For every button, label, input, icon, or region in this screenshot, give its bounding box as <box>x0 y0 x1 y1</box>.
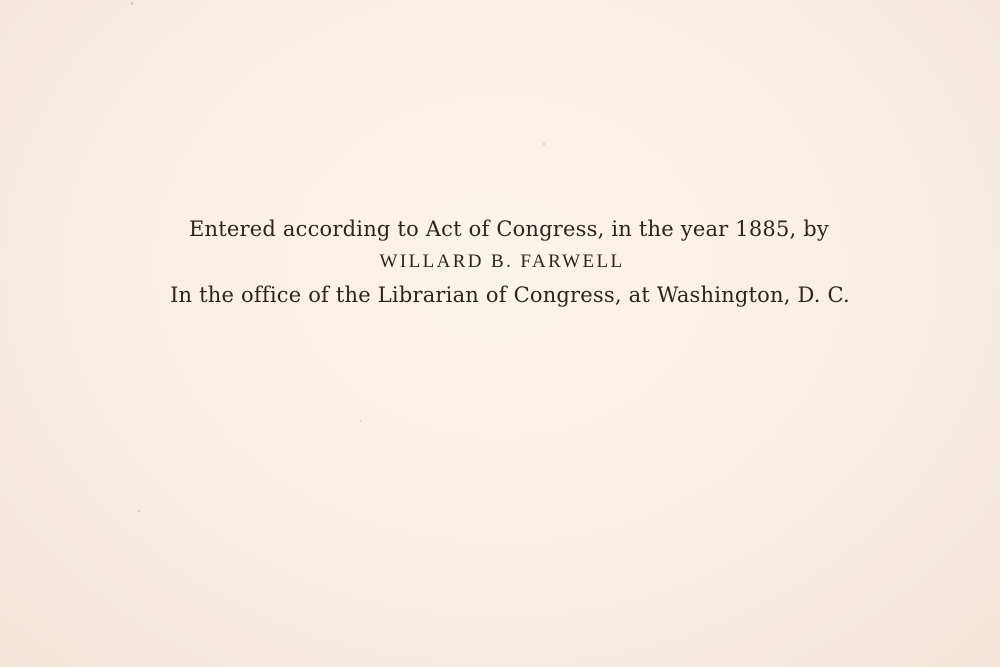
paper-speck <box>360 420 361 422</box>
copyright-entry-line: Entered according to Act of Congress, in the year 1885, by <box>189 217 829 241</box>
copyright-holder-name: WILLARD B. FARWELL <box>379 251 625 272</box>
paper-speck <box>138 510 140 512</box>
paper-speck <box>543 143 545 145</box>
copyright-office-line: In the office of the Librarian of Congress, at Washington, D. C. <box>170 283 850 307</box>
paper-speck <box>131 2 133 5</box>
copyright-notice <box>0 212 1000 312</box>
